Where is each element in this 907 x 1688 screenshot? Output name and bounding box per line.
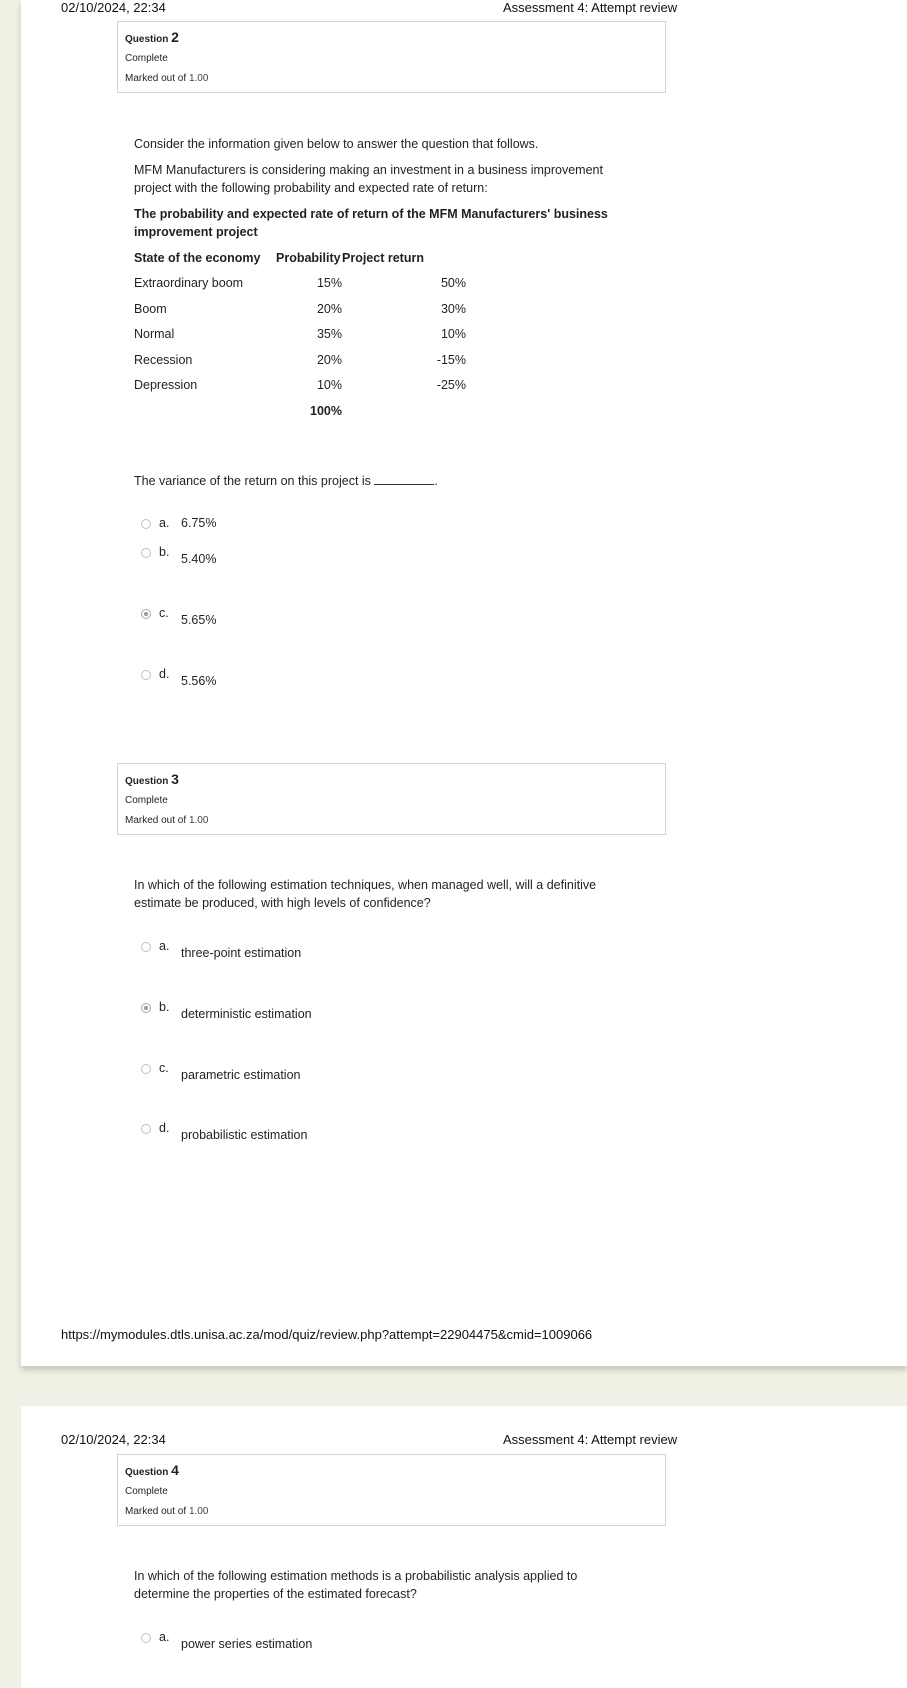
table-total-row [134, 398, 466, 424]
cell-return: 10% [440, 327, 466, 342]
radio-button[interactable] [141, 1124, 151, 1134]
table-row [134, 322, 466, 348]
question-state: Complete [125, 1486, 168, 1497]
header-state: State of the economy [134, 250, 261, 265]
option-letter: a. [159, 516, 170, 530]
option-text: three-point estimation [181, 946, 302, 960]
option-text: 5.40% [181, 552, 217, 566]
option-text: 6.75% [181, 516, 217, 530]
cell-return: 30% [440, 301, 466, 316]
print-page-1 [21, 0, 907, 1366]
option-letter: b. [159, 1000, 170, 1014]
print-header-title: Assessment 4: Attempt review [503, 1432, 678, 1447]
answer-blank [374, 472, 434, 485]
option-text: 5.56% [181, 674, 217, 688]
print-header-datetime: 02/10/2024, 22:34 [61, 1432, 166, 1447]
radio-button-selected[interactable] [141, 1003, 151, 1013]
option-text: deterministic estimation [181, 1007, 312, 1021]
cell-probability-total: 100% [310, 403, 342, 418]
option-letter: a. [159, 939, 170, 953]
table-row [134, 347, 466, 373]
print-header-datetime: 02/10/2024, 22:34 [61, 0, 166, 15]
question-number: Question 2 [125, 29, 179, 45]
cell-return: -15% [436, 352, 466, 367]
cell-state: Boom [134, 301, 167, 316]
question-number: Question 4 [125, 1462, 179, 1478]
option-letter: a. [159, 1630, 170, 1644]
question-grade: Marked out of 1.00 [125, 73, 209, 84]
probability-table-wrap [134, 245, 466, 424]
cell-probability: 20% [316, 301, 342, 316]
table-header-row [134, 245, 466, 271]
question-number: Question 3 [125, 771, 179, 787]
question-state: Complete [125, 53, 168, 64]
cell-state: Extraordinary boom [134, 276, 244, 291]
question-3-prompt: In which of the following estimation techniques, when managed well, will a definitive estimate be produced, with high levels of confidence? [134, 878, 597, 910]
cell-probability: 10% [316, 378, 342, 393]
radio-button[interactable] [141, 942, 151, 952]
question-grade: Marked out of 1.00 [125, 1506, 209, 1517]
table-row [134, 271, 466, 297]
option-letter: b. [159, 545, 170, 559]
radio-button[interactable] [141, 519, 151, 529]
question-4-prompt: In which of the following estimation methods is a probabilistic analysis applied to determine the properties of the estimated forecast? [134, 1569, 578, 1601]
table-row [134, 373, 466, 399]
table-row [134, 296, 466, 322]
probability-table [134, 245, 466, 424]
question-intro: Consider the information given below to answer the question that follows. [134, 137, 539, 151]
cell-probability: 35% [316, 327, 342, 342]
option-letter: c. [159, 606, 169, 620]
cell-state: Depression [134, 378, 198, 393]
cell-probability: 20% [316, 352, 342, 367]
question-grade: Marked out of 1.00 [125, 815, 209, 826]
header-return: Project return [342, 250, 424, 265]
option-letter: d. [159, 667, 170, 681]
radio-button[interactable] [141, 1064, 151, 1074]
question-3-info [117, 763, 666, 835]
radio-button[interactable] [141, 1633, 151, 1643]
option-letter: d. [159, 1121, 170, 1135]
cell-probability: 15% [316, 276, 342, 291]
radio-button[interactable] [141, 670, 151, 680]
header-probability: Probability [276, 250, 341, 265]
table-title: The probability and expected rate of return of the MFM Manufacturers' business improvement project [134, 207, 608, 239]
question-2-text [134, 135, 634, 153]
print-header-title: Assessment 4: Attempt review [503, 0, 678, 15]
question-scenario: MFM Manufacturers is considering making an investment in a business improvement project with the following probability and expected rate of return: [134, 163, 603, 195]
question-2-scenario [134, 161, 634, 197]
print-page-2 [21, 1406, 907, 1688]
cell-return: 50% [440, 276, 466, 291]
cell-state: Normal [134, 327, 175, 342]
question-4-info [117, 1454, 666, 1526]
print-footer-url: https://mymodules.dtls.unisa.ac.za/mod/quiz/review.php?attempt=22904475&cmid=1009066 [61, 1327, 593, 1342]
question-2-prompt: The variance of the return on this project is . [134, 474, 438, 488]
option-text: probabilistic estimation [181, 1128, 308, 1142]
cell-state: Recession [134, 352, 193, 367]
option-text: 5.65% [181, 613, 217, 627]
question-state: Complete [125, 795, 168, 806]
radio-button-selected[interactable] [141, 609, 151, 619]
option-letter: c. [159, 1061, 169, 1075]
cell-return: -25% [436, 378, 466, 393]
option-text: parametric estimation [181, 1068, 301, 1082]
radio-button[interactable] [141, 548, 151, 558]
question-2-info [117, 21, 666, 93]
option-text: power series estimation [181, 1637, 313, 1651]
